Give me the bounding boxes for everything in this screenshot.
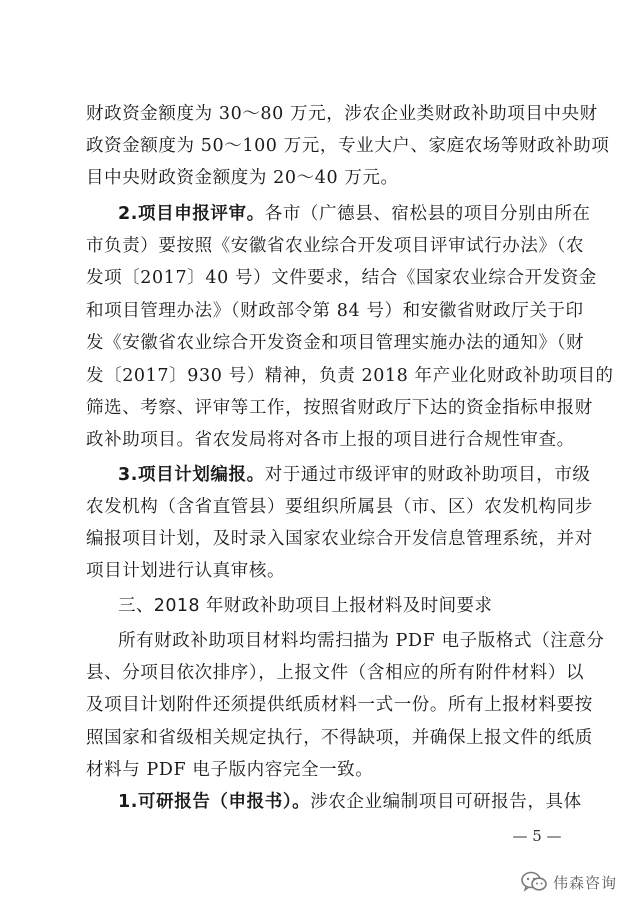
section-heading: 2.项目申报评审。 (118, 204, 265, 224)
body-line-23: 材料与 PDF 电子版内容完全一致。 (86, 760, 374, 780)
body-line-19: 所有财政补助项目材料均需扫描为 PDF 电子版格式（注意分 (118, 631, 605, 651)
watermark-text: 伟森咨询 (553, 873, 618, 892)
body-line-11: 筛选、考察、评审等工作，按照省财政厅下达的资金指标申报财 (86, 398, 593, 418)
paragraph-text: 各市（广德县、宿松县的项目分别由所在 (264, 204, 591, 224)
body-line-12: 政补助项目。省农发局将对各市上报的项目进行合规性审查。 (86, 430, 575, 450)
chapter-heading: 三、2018 年财政补助项目上报材料及时间要求 (118, 596, 493, 616)
paragraph-text: 对于通过市级评审的财政补助项目，市级 (264, 465, 591, 485)
body-line-7: 发项〔2017〕40 号）文件要求，结合《国家农业综合开发资金 (86, 268, 597, 288)
page-number: — 5 — (512, 827, 562, 845)
paragraph-text: 涉农企业编制项目可研报告，具体 (310, 792, 582, 812)
section-heading: 3.项目计划编报。 (118, 465, 265, 485)
body-line-8: 和项目管理办法》（财政部令第 84 号）和安徽省财政厅关于印 (86, 301, 584, 321)
body-line-6: 市负责）要按照《安徽省农业综合开发项目评审试行办法》（农 (86, 236, 585, 256)
paragraph-line (118, 787, 582, 817)
body-line-10: 发〔2017〕930 号）精神，负责 2018 年产业化财政补助项目的 (86, 366, 614, 386)
body-line-21: 及项目计划附件还须提供纸质材料一式一份。所有上报材料要按 (86, 695, 593, 715)
paragraph-line (118, 199, 591, 229)
body-line-22: 照国家和省级相关规定执行，不得缺项，并确保上报文件的纸质 (86, 728, 593, 748)
body-line-16: 编报项目计划，及时录入国家农业综合开发信息管理系统，并对 (86, 529, 593, 549)
body-line-20: 县、分项目依次排序），上报文件（含相应的所有附件材料）以 (86, 663, 585, 683)
body-line-15: 农发机构（含省直管县）要组织所属县（市、区）农发机构同步 (86, 497, 593, 517)
watermark (521, 868, 637, 896)
body-line-17: 项目计划进行认真审核。 (86, 561, 286, 581)
body-line-9: 发《安徽省农业综合开发资金和项目管理实施办法的通知》（财 (86, 333, 585, 353)
body-line-1: 财政资金额度为 30～80 万元，涉农企业类财政补助项目中央财 (86, 104, 598, 124)
body-line-3: 目中央财政资金额度为 20～40 万元。 (86, 168, 399, 188)
body-line-2: 政资金额度为 50～100 万元，专业大户、家庭农场等财政补助项 (86, 136, 610, 156)
section-heading: 1.可研报告（申报书）。 (118, 792, 311, 812)
wechat-icon (521, 871, 547, 893)
paragraph-line (118, 460, 591, 490)
